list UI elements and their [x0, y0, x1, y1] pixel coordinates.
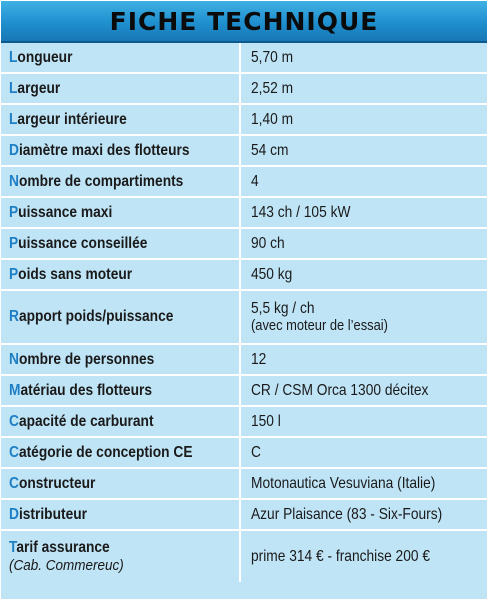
row-value: CR / CSM Orca 1300 décitex — [251, 381, 429, 399]
row-label — [9, 444, 207, 462]
value-cell — [241, 198, 487, 227]
label-text: apacité de carburant — [18, 412, 154, 430]
row-label — [9, 539, 207, 557]
label-cell — [1, 43, 241, 72]
row-label — [9, 204, 207, 222]
row-value: 143 ch / 105 kW — [251, 203, 351, 221]
row-label — [9, 111, 207, 129]
table-row — [1, 74, 487, 105]
label-cell — [1, 167, 241, 196]
table-row — [1, 43, 487, 74]
label-cell — [1, 438, 241, 467]
row-value: 150 l — [251, 412, 281, 430]
row-label-note: (Cab. Commereuc) — [9, 557, 124, 574]
label-cell — [1, 105, 241, 134]
value-cell — [241, 260, 487, 289]
row-value: 1,40 m — [251, 110, 294, 128]
label-cell — [1, 198, 241, 227]
label-text: argeur — [17, 79, 61, 97]
value-cell — [241, 74, 487, 103]
label-text: uissance maxi — [18, 203, 113, 221]
row-label — [9, 266, 207, 284]
row-value: 2,52 m — [251, 79, 294, 97]
label-initial: C — [9, 443, 19, 461]
label-initial: P — [9, 203, 19, 221]
table-row — [1, 438, 487, 469]
table-row — [1, 407, 487, 438]
table-row — [1, 198, 487, 229]
row-label — [9, 235, 207, 253]
label-cell — [1, 291, 241, 343]
label-initial: L — [9, 48, 18, 66]
row-value: 5,5 kg / ch — [251, 300, 315, 317]
label-cell — [1, 74, 241, 103]
label-cell — [1, 500, 241, 529]
value-cell — [241, 105, 487, 134]
label-text: onstructeur — [18, 474, 96, 492]
row-value: C — [251, 443, 261, 461]
table-row — [1, 136, 487, 167]
label-initial: D — [9, 141, 19, 159]
value-cell — [241, 136, 487, 165]
label-text: oids sans moteur — [18, 265, 133, 283]
value-cell — [241, 167, 487, 196]
label-initial: L — [9, 110, 18, 128]
label-initial: P — [9, 265, 19, 283]
row-label — [9, 506, 207, 524]
row-value: 90 ch — [251, 234, 285, 252]
label-initial: L — [9, 79, 18, 97]
label-cell — [1, 531, 241, 582]
value-cell — [241, 291, 487, 343]
label-text: apport poids/puissance — [18, 308, 174, 325]
table-row — [1, 291, 487, 345]
label-initial: R — [9, 308, 19, 325]
value-cell — [241, 469, 487, 498]
row-label — [9, 351, 207, 369]
table-row — [1, 469, 487, 500]
table-row — [1, 260, 487, 291]
row-label — [9, 80, 207, 98]
row-value: prime 314 € - franchise 200 € — [251, 547, 430, 565]
table-row — [1, 345, 487, 376]
row-label — [9, 308, 207, 326]
label-cell — [1, 469, 241, 498]
label-initial: M — [9, 381, 21, 399]
row-label — [9, 142, 207, 160]
label-initial: T — [9, 539, 17, 556]
row-value: 12 — [251, 350, 267, 368]
label-text: atériau des flotteurs — [20, 381, 152, 399]
label-cell — [1, 260, 241, 289]
label-cell — [1, 376, 241, 405]
value-cell — [241, 43, 487, 72]
label-text: istributeur — [18, 505, 87, 523]
sheet-title: FICHE TECHNIQUE — [109, 6, 379, 36]
label-text: ombre de personnes — [18, 350, 155, 368]
row-label — [9, 173, 207, 191]
row-value: 5,70 m — [251, 48, 294, 66]
table-row — [1, 105, 487, 136]
value-cell — [241, 531, 487, 582]
row-value: Motonautica Vesuviana (Italie) — [251, 474, 436, 492]
label-cell — [1, 407, 241, 436]
value-cell — [241, 229, 487, 258]
label-cell — [1, 345, 241, 374]
label-text: argeur intérieure — [17, 110, 127, 128]
label-initial: P — [9, 234, 19, 252]
table-row — [1, 376, 487, 407]
row-label — [9, 475, 207, 493]
label-text: iamètre maxi des flotteurs — [18, 141, 190, 159]
row-value: 54 cm — [251, 141, 289, 159]
spec-table — [1, 43, 487, 582]
value-cell — [241, 376, 487, 405]
value-cell — [241, 500, 487, 529]
label-text: arif assurance — [16, 539, 110, 556]
value-cell — [241, 438, 487, 467]
row-label — [9, 49, 207, 67]
table-row — [1, 229, 487, 260]
label-initial: C — [9, 474, 19, 492]
label-cell — [1, 136, 241, 165]
title-bar — [1, 1, 487, 43]
table-row — [1, 500, 487, 531]
label-text: uissance conseillée — [18, 234, 148, 252]
label-cell — [1, 229, 241, 258]
label-text: ongueur — [17, 48, 73, 66]
label-initial: D — [9, 505, 19, 523]
label-text: ombre de compartiments — [18, 172, 184, 190]
table-row — [1, 167, 487, 198]
value-cell — [241, 345, 487, 374]
label-initial: C — [9, 412, 19, 430]
row-label — [9, 413, 207, 431]
row-value: 4 — [251, 172, 259, 190]
value-cell — [241, 407, 487, 436]
label-initial: N — [9, 172, 19, 190]
row-value-note: (avec moteur de l’essai) — [251, 317, 388, 334]
row-value: Azur Plaisance (83 - Six-Fours) — [251, 505, 443, 523]
row-value: 450 kg — [251, 265, 293, 283]
label-initial: N — [9, 350, 19, 368]
label-text: atégorie de conception CE — [18, 443, 193, 461]
spec-sheet — [1, 1, 487, 599]
table-row — [1, 531, 487, 582]
row-label — [9, 382, 207, 400]
